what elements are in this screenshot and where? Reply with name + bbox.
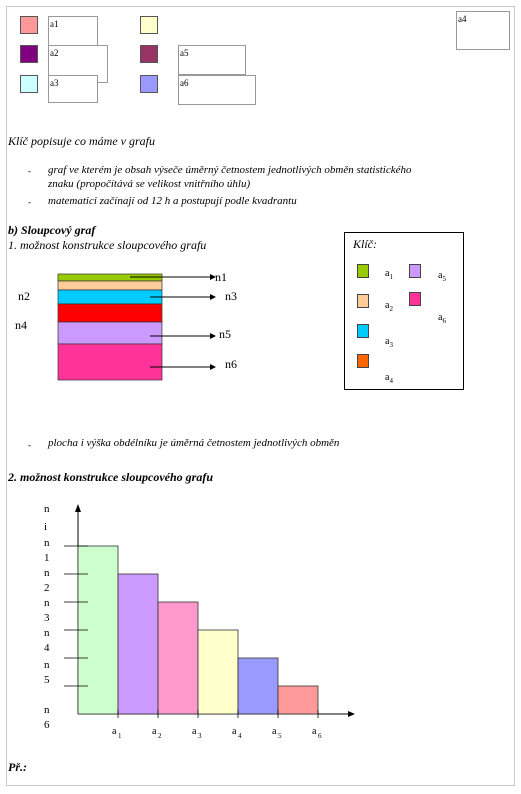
- legend-swatch-6: [140, 75, 158, 93]
- bar-chart: [0, 490, 380, 750]
- stack-label-n4: n4: [15, 318, 27, 332]
- x-label-sub-2: 2: [158, 732, 162, 740]
- legend-label-4: a4: [456, 11, 510, 50]
- bar-6: [278, 686, 318, 714]
- legend-swatch-3: [20, 75, 38, 93]
- legend-swatch-4: [140, 16, 158, 34]
- stack-label-n1: n1: [215, 270, 227, 284]
- x-label-3: a: [192, 726, 197, 737]
- bar-3: [158, 602, 198, 714]
- x-label-sub-5: 5: [278, 732, 282, 740]
- key-label-4: $a_4$: [385, 372, 393, 385]
- key-label-6: $a_6$: [438, 312, 446, 325]
- stack-seg-6: [58, 344, 162, 380]
- stack-seg-5: [58, 322, 162, 344]
- y-label-6: 2: [44, 582, 50, 594]
- bullet-text-1a: graf ve kterém je obsah výseče úměrný četnostem jednotlivých obměn statistického: [48, 164, 412, 176]
- legend-swatch-1: [20, 16, 38, 34]
- key-swatch-4: [357, 354, 369, 368]
- legend-label-2: a2: [48, 45, 108, 83]
- key-label-3: $a_3$: [385, 336, 393, 349]
- stack-label-n5: n5: [219, 327, 231, 341]
- legend-swatch-5: [140, 45, 158, 63]
- legend-label-1: a1: [48, 16, 98, 46]
- key-swatch-2: [357, 294, 369, 308]
- bullet-dot-2: -: [28, 197, 31, 207]
- stack-seg-4: [58, 304, 162, 322]
- x-label-sub-3: 3: [198, 732, 202, 740]
- stack-label-n6: n6: [225, 357, 237, 371]
- y-label-9: n: [44, 627, 50, 639]
- y-label-3: n: [44, 537, 50, 549]
- bullet-dot-1: -: [28, 166, 31, 176]
- x-label-sub-4: 4: [238, 732, 242, 740]
- x-label-1: a: [112, 726, 117, 737]
- x-axis-arrow: [348, 711, 355, 717]
- y-label-7: n: [44, 597, 50, 609]
- legend-label-5: a5: [178, 45, 246, 75]
- bar-4: [198, 630, 238, 714]
- key-swatch-5: [409, 264, 421, 278]
- key-swatch-1: [357, 264, 369, 278]
- bullet-text-3: plocha i výška obdélníku je úměrná četnostem jednotlivých obměn: [48, 437, 340, 449]
- legend-swatch-2: [20, 45, 38, 63]
- y-axis-arrow: [75, 504, 81, 512]
- key-label-1: $a_1$: [385, 268, 393, 281]
- stack-label-n3: n3: [225, 289, 237, 303]
- y-label-14: 6: [44, 719, 50, 731]
- bullet-dot-3: -: [28, 440, 31, 450]
- bullet-text-1b: znaku (propočítává se velikost vnitřního úhlu): [48, 178, 251, 190]
- x-label-4: a: [232, 726, 237, 737]
- option1-heading: 1. možnost konstrukce sloupcového grafu: [8, 238, 207, 252]
- y-label-13: n: [44, 704, 50, 716]
- key-swatch-6: [409, 292, 421, 306]
- y-label-8: 3: [44, 612, 50, 624]
- footer-label: Př.:: [8, 760, 27, 774]
- legend-label-6: a6: [178, 75, 256, 105]
- key-note: Klíč popisuje co máme v grafu: [8, 134, 155, 148]
- y-label-12: 5: [44, 674, 50, 686]
- section-b-heading: b) Sloupcový graf: [8, 223, 96, 237]
- key-box-title: Klíč:: [353, 237, 377, 251]
- legend-label-3: a3: [48, 75, 98, 103]
- stack-seg-3: [58, 290, 162, 304]
- y-label-1: n: [44, 503, 50, 515]
- bullet-text-2: matematici začínají od 12 h a postupují podle kvadrantu: [48, 195, 297, 207]
- x-label-sub-1: 1: [118, 732, 122, 740]
- key-swatch-3: [357, 324, 369, 338]
- stacked-bar-figure: [0, 260, 300, 390]
- bar-2: [118, 574, 158, 714]
- y-label-10: 4: [44, 642, 50, 654]
- x-label-6: a: [312, 726, 317, 737]
- key-label-5: $a_5$: [438, 270, 446, 283]
- x-label-sub-6: 6: [318, 732, 322, 740]
- key-label-2: $a_2$: [385, 300, 393, 313]
- y-label-5: n: [44, 567, 50, 579]
- y-label-11: n: [44, 659, 50, 671]
- stack-label-n2: n2: [18, 289, 30, 303]
- stack-seg-2: [58, 281, 162, 290]
- x-label-2: a: [152, 726, 157, 737]
- bar-5: [238, 658, 278, 714]
- y-label-2: i: [44, 521, 48, 533]
- x-label-5: a: [272, 726, 277, 737]
- y-label-4: 1: [44, 552, 50, 564]
- option2-heading: 2. možnost konstrukce sloupcového grafu: [8, 470, 214, 484]
